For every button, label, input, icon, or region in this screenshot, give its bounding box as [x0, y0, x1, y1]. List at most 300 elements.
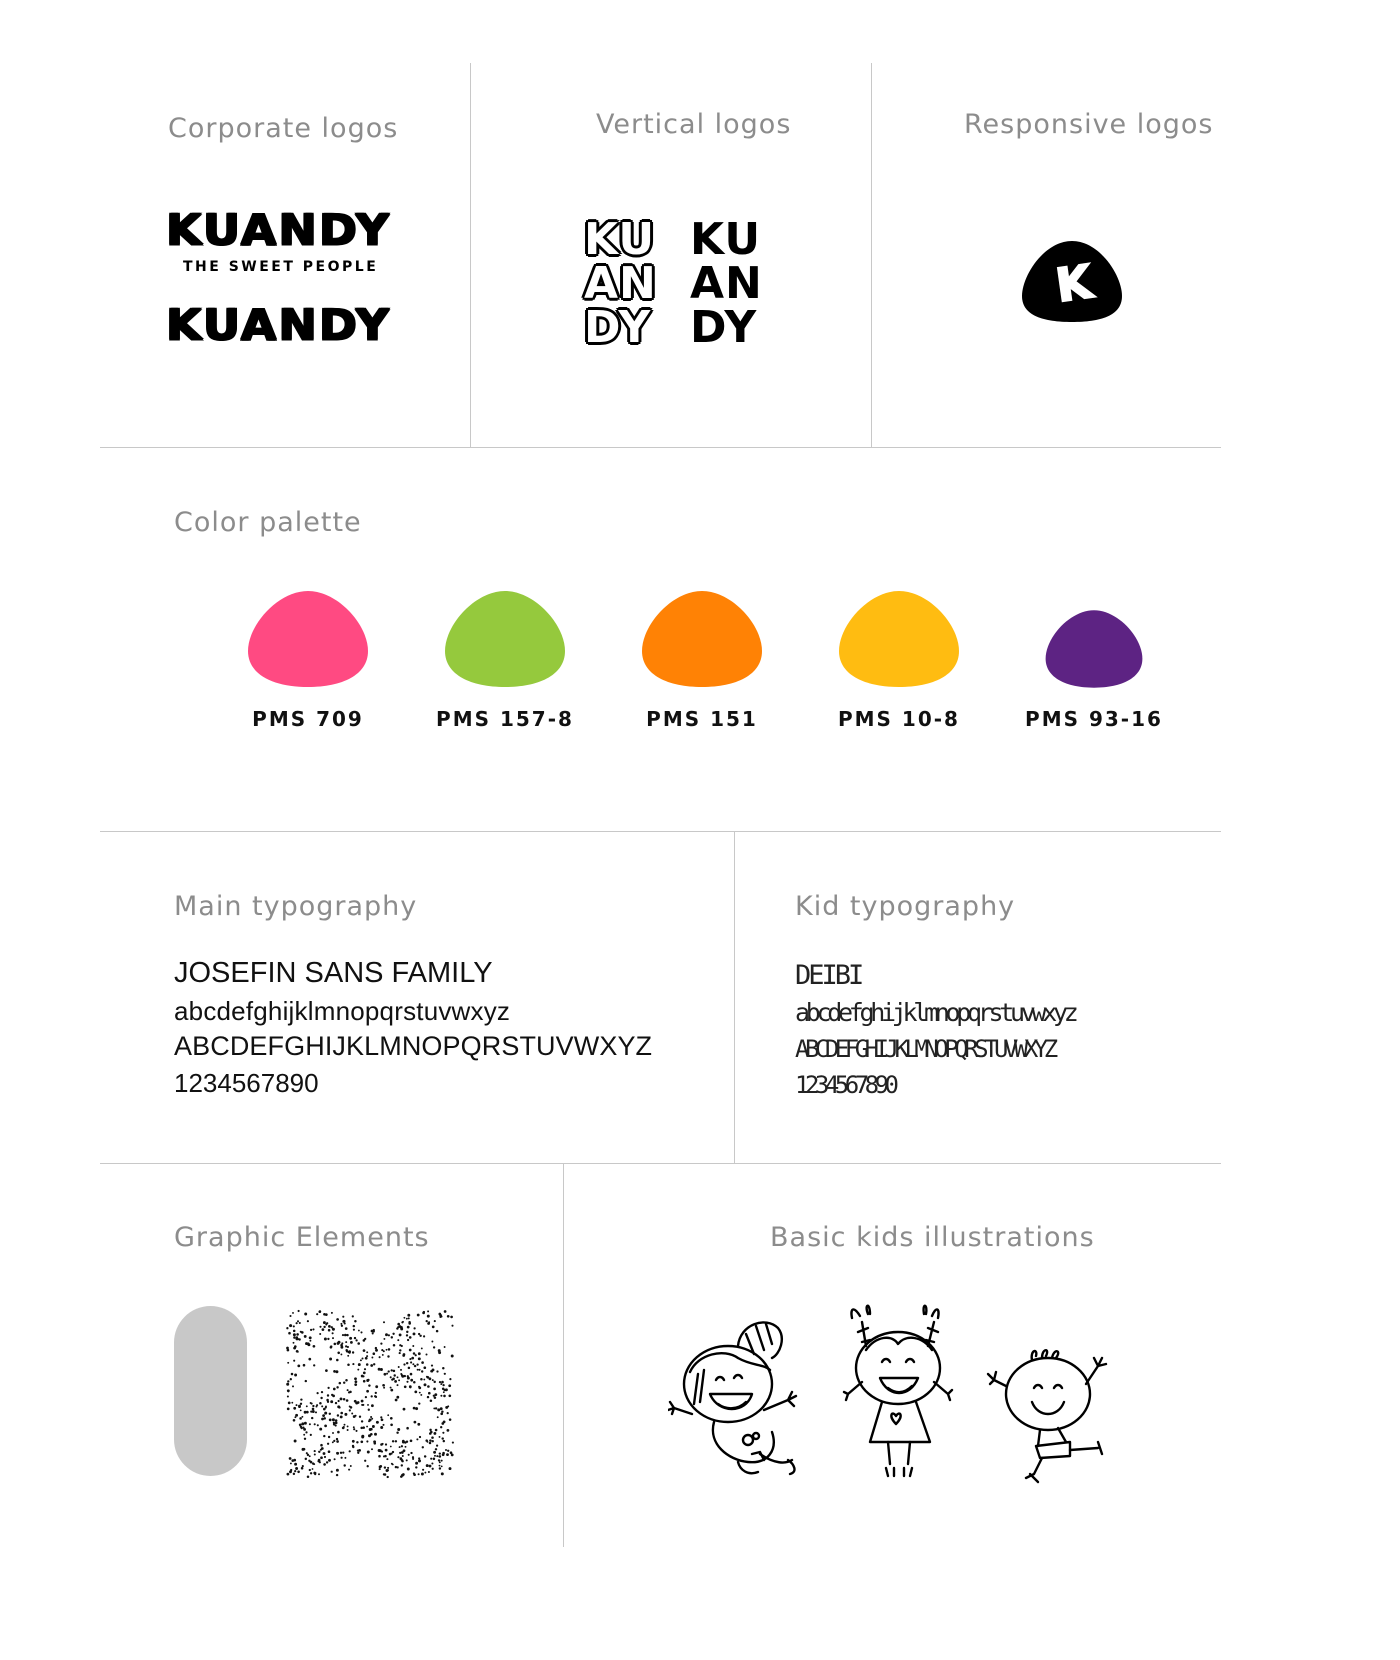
divider-typography-middle: [734, 832, 735, 1163]
pattern-dot: [320, 1397, 322, 1399]
pattern-dot: [397, 1376, 399, 1378]
pattern-dot: [289, 1457, 292, 1460]
pattern-dot: [406, 1427, 409, 1430]
pattern-dot: [393, 1344, 396, 1347]
pattern-dot: [452, 1442, 454, 1444]
pattern-dot: [289, 1315, 291, 1317]
pattern-dot: [325, 1323, 327, 1325]
pattern-dot: [328, 1329, 331, 1332]
pattern-dot: [361, 1404, 363, 1406]
pattern-dot: [406, 1362, 408, 1364]
pattern-dot: [378, 1455, 381, 1458]
pattern-dot: [319, 1402, 322, 1405]
pattern-dot: [412, 1363, 414, 1365]
pattern-dot: [333, 1440, 335, 1442]
pattern-dot: [439, 1467, 441, 1469]
pattern-dot: [317, 1424, 319, 1426]
pattern-dot: [380, 1443, 383, 1446]
pattern-dot: [408, 1367, 411, 1370]
pattern-dot: [328, 1450, 331, 1453]
pattern-dot: [428, 1392, 431, 1395]
pattern-dot: [294, 1463, 297, 1466]
pattern-dot: [403, 1449, 406, 1452]
vertical-logo-solid: [690, 214, 763, 353]
pattern-dot: [439, 1436, 441, 1438]
pattern-dot: [336, 1469, 339, 1472]
pattern-dot: [353, 1428, 355, 1430]
pattern-dot: [413, 1381, 416, 1384]
pattern-dot: [409, 1358, 411, 1360]
pattern-dot: [381, 1418, 384, 1421]
pattern-dot: [362, 1426, 365, 1429]
pattern-dot: [309, 1336, 312, 1339]
responsive-logos-title: Responsive logos: [964, 109, 1214, 140]
pattern-dot: [309, 1423, 311, 1425]
pattern-dot: [303, 1434, 305, 1436]
kid-illustration-girl-beanie: [668, 1314, 813, 1479]
pattern-dot: [333, 1388, 336, 1391]
pattern-dot: [352, 1445, 354, 1447]
swatch-4-blob: [837, 589, 961, 689]
pattern-dot: [383, 1338, 385, 1340]
pattern-dot: [392, 1333, 394, 1335]
pattern-dot: [431, 1341, 433, 1343]
pattern-dot: [443, 1391, 445, 1393]
pattern-dot: [361, 1357, 363, 1359]
pattern-dot: [418, 1459, 421, 1462]
pattern-dot: [410, 1361, 412, 1363]
pattern-dot: [440, 1383, 442, 1385]
pattern-dot: [287, 1395, 289, 1397]
pattern-dot: [426, 1354, 428, 1356]
pattern-dot: [399, 1333, 402, 1336]
pattern-dot: [327, 1387, 329, 1389]
pattern-dot: [415, 1462, 418, 1465]
pattern-dot: [296, 1322, 298, 1324]
pattern-dot: [427, 1315, 430, 1318]
pattern-dot: [334, 1343, 337, 1346]
vertical-logo-outline-line-1: KU: [584, 214, 656, 265]
pattern-dot: [394, 1380, 397, 1383]
pattern-dot: [298, 1405, 301, 1408]
pattern-dot: [355, 1430, 357, 1432]
pattern-dot: [302, 1465, 304, 1467]
pattern-dot: [287, 1408, 290, 1411]
pattern-dot: [440, 1395, 442, 1397]
pattern-dot: [324, 1412, 327, 1415]
pattern-dot: [287, 1389, 290, 1392]
pattern-dot: [367, 1465, 369, 1467]
kid-typography-uppercase: ABCDEFGHIJKLMNOPQRSTUVWXYZ: [795, 1035, 1054, 1063]
vertical-logo-outline: [584, 214, 657, 353]
pattern-dot: [401, 1464, 403, 1466]
pattern-dot: [372, 1425, 375, 1428]
pattern-dot: [291, 1402, 293, 1404]
pattern-dot: [293, 1336, 296, 1339]
pattern-dot: [346, 1334, 348, 1336]
pattern-dot: [386, 1469, 389, 1472]
pattern-dot: [400, 1373, 402, 1375]
pattern-dot: [300, 1398, 302, 1400]
pattern-dot: [401, 1445, 403, 1447]
kid-typography-family: DEIBI: [795, 960, 862, 991]
pattern-dot: [339, 1382, 342, 1385]
pattern-dot: [307, 1476, 310, 1479]
pattern-dot: [386, 1349, 388, 1351]
pattern-dot: [408, 1317, 410, 1319]
swatch-3-label: PMS 151: [646, 707, 758, 731]
pattern-dot: [418, 1357, 421, 1360]
pattern-dot: [355, 1402, 358, 1405]
pattern-dot: [385, 1443, 387, 1445]
pattern-dot: [370, 1433, 373, 1436]
pattern-dot: [398, 1379, 400, 1381]
pattern-dot: [318, 1451, 320, 1453]
pattern-dot: [342, 1427, 345, 1430]
pattern-dot: [330, 1400, 333, 1403]
pattern-dot: [374, 1433, 377, 1436]
pattern-dot: [410, 1452, 412, 1454]
pattern-dot: [366, 1390, 369, 1393]
pattern-dot: [348, 1391, 350, 1393]
pattern-dot: [315, 1472, 317, 1474]
pattern-dot: [441, 1381, 444, 1384]
pattern-dot: [411, 1357, 414, 1360]
pattern-dot: [289, 1470, 292, 1473]
pattern-dot: [397, 1456, 399, 1458]
pattern-dot: [436, 1445, 438, 1447]
pattern-dot: [397, 1428, 400, 1431]
divider-vertical-logos-right: [871, 63, 872, 448]
pattern-dot: [294, 1374, 297, 1377]
pattern-dot: [387, 1476, 389, 1478]
pattern-dot: [315, 1411, 317, 1413]
pattern-dot: [438, 1313, 441, 1316]
pattern-dot: [296, 1333, 299, 1336]
pattern-dot: [313, 1364, 315, 1366]
pattern-dot: [379, 1468, 381, 1470]
pattern-dot: [347, 1389, 349, 1391]
vertical-logos-title: Vertical logos: [596, 109, 792, 140]
pattern-dot: [321, 1405, 323, 1407]
pattern-dot: [293, 1325, 295, 1327]
vertical-logo-outline-line-2: AN: [584, 258, 657, 309]
swatch-4-shape: [839, 591, 959, 687]
pattern-dot: [371, 1395, 373, 1397]
pattern-dot: [306, 1405, 308, 1407]
pattern-dot: [418, 1369, 420, 1371]
pattern-dot: [451, 1325, 453, 1327]
pattern-dot: [385, 1333, 388, 1336]
pattern-dot: [313, 1345, 316, 1348]
pattern-dot: [335, 1402, 337, 1404]
pattern-dot: [372, 1332, 374, 1334]
pattern-dot: [414, 1365, 416, 1367]
pattern-dot: [440, 1426, 442, 1428]
pattern-dot: [401, 1460, 403, 1462]
pattern-dot: [320, 1444, 323, 1447]
pattern-dot: [338, 1400, 340, 1402]
pattern-dot: [385, 1449, 388, 1452]
main-typography-title: Main typography: [174, 891, 418, 922]
pattern-dot: [356, 1441, 358, 1443]
pattern-dot: [293, 1333, 296, 1336]
swatch-5-blob: [1044, 608, 1144, 690]
vertical-logo-solid-line-3: DY: [690, 302, 758, 353]
pattern-dot: [293, 1342, 295, 1344]
pattern-dot: [342, 1316, 344, 1318]
pattern-dot: [337, 1431, 340, 1434]
pattern-dot: [444, 1373, 446, 1375]
pattern-dot: [309, 1469, 311, 1471]
pattern-dot: [349, 1409, 351, 1411]
pattern-dot: [366, 1426, 368, 1428]
pattern-dot: [323, 1408, 326, 1411]
pattern-dot: [321, 1391, 323, 1393]
pattern-dot: [365, 1357, 368, 1360]
pattern-dot: [340, 1415, 343, 1418]
pattern-dot: [357, 1452, 359, 1454]
pattern-dot: [353, 1426, 355, 1428]
pattern-dot: [364, 1460, 366, 1462]
pattern-dot: [400, 1475, 403, 1478]
pattern-dot: [350, 1465, 352, 1467]
pattern-dot: [332, 1418, 335, 1421]
pattern-dot: [405, 1446, 407, 1448]
pattern-dot: [370, 1416, 372, 1418]
pattern-dot: [312, 1408, 315, 1411]
pattern-dot: [427, 1385, 430, 1388]
pattern-dot: [406, 1459, 408, 1461]
pattern-dot: [359, 1416, 361, 1418]
pattern-dot: [312, 1468, 314, 1470]
pattern-dot: [379, 1356, 381, 1358]
pattern-dot: [296, 1404, 298, 1406]
pattern-dot: [354, 1337, 356, 1339]
pattern-dot: [310, 1329, 312, 1331]
pattern-dot: [447, 1412, 449, 1414]
pattern-dot: [433, 1432, 436, 1435]
pattern-dot: [410, 1386, 412, 1388]
pattern-dot: [442, 1367, 444, 1369]
pattern-dot: [288, 1402, 291, 1405]
pattern-dot: [294, 1440, 297, 1443]
graphic-pill-shape: [174, 1306, 247, 1476]
pattern-dot: [307, 1320, 309, 1322]
pattern-dot: [349, 1450, 351, 1452]
pattern-dot: [418, 1386, 420, 1388]
pattern-dot: [415, 1354, 417, 1356]
pattern-dot: [438, 1455, 441, 1458]
pattern-dot: [342, 1451, 344, 1453]
pattern-dot: [419, 1436, 421, 1438]
pattern-dot: [368, 1409, 370, 1411]
corporate-wordmark: KUANDY: [166, 300, 392, 350]
pattern-dot: [340, 1397, 343, 1400]
pattern-dot: [358, 1449, 361, 1452]
pattern-dot: [414, 1421, 417, 1424]
pattern-dot: [427, 1310, 429, 1312]
pattern-dot: [326, 1461, 328, 1463]
pattern-dot: [293, 1330, 296, 1333]
pattern-dot: [331, 1394, 333, 1396]
main-typography-lowercase: abcdefghijklmnopqrstuvwxyz: [174, 996, 511, 1026]
pattern-dot: [293, 1473, 295, 1475]
pattern-dot: [361, 1375, 364, 1378]
pattern-dot: [393, 1370, 396, 1373]
pattern-dot: [318, 1310, 321, 1313]
pattern-dot: [329, 1419, 332, 1422]
pattern-dot: [406, 1318, 408, 1320]
pattern-dot: [287, 1380, 289, 1382]
pattern-dot: [422, 1446, 424, 1448]
pattern-dot: [332, 1432, 334, 1434]
pattern-dot: [383, 1387, 385, 1389]
pattern-dot: [376, 1421, 379, 1424]
pattern-dot: [443, 1395, 446, 1398]
pattern-dot: [424, 1472, 426, 1474]
pattern-dot: [421, 1347, 423, 1349]
pattern-dot: [336, 1452, 338, 1454]
pattern-dot: [430, 1399, 433, 1402]
pattern-dot: [341, 1325, 343, 1327]
pattern-dot: [438, 1351, 441, 1354]
pattern-dot: [344, 1334, 347, 1337]
pattern-dot: [396, 1396, 399, 1399]
pattern-dot: [402, 1473, 405, 1476]
pattern-dot: [407, 1375, 409, 1377]
pattern-dot: [373, 1440, 376, 1443]
pattern-dot: [337, 1352, 340, 1355]
pattern-dot: [312, 1405, 314, 1407]
pattern-dot: [441, 1465, 443, 1467]
pattern-dot: [436, 1455, 438, 1457]
pattern-dot: [395, 1466, 397, 1468]
pattern-dot: [437, 1408, 440, 1411]
pattern-dot: [432, 1326, 435, 1329]
pattern-dot: [444, 1389, 446, 1391]
pattern-dot: [431, 1440, 433, 1442]
pattern-dot: [407, 1468, 410, 1471]
divider-logos-bottom: [100, 447, 1221, 448]
pattern-dot: [381, 1349, 383, 1351]
pattern-dot: [337, 1414, 339, 1416]
pattern-dot: [348, 1469, 350, 1471]
pattern-dot: [434, 1455, 436, 1457]
pattern-dot: [390, 1423, 393, 1426]
pattern-dot: [289, 1324, 292, 1327]
pattern-dot: [366, 1440, 368, 1442]
pattern-dot: [308, 1358, 311, 1361]
pattern-dot: [413, 1473, 416, 1476]
pattern-dot: [303, 1448, 306, 1451]
pattern-dot: [451, 1454, 454, 1457]
pattern-dot: [388, 1334, 390, 1336]
pattern-dot: [431, 1462, 433, 1464]
pattern-dot: [436, 1330, 439, 1333]
pattern-dot: [407, 1326, 410, 1329]
pattern-dot: [415, 1407, 418, 1410]
pattern-dot: [327, 1338, 329, 1340]
pattern-dot: [407, 1339, 409, 1341]
pattern-dot: [318, 1473, 320, 1475]
kid-typography-title: Kid typography: [795, 891, 1016, 922]
pattern-dot: [419, 1392, 421, 1394]
pattern-dot: [413, 1407, 416, 1410]
pattern-dot: [361, 1420, 363, 1422]
pattern-dot: [345, 1327, 348, 1330]
pattern-dot: [350, 1341, 353, 1344]
pattern-dot: [349, 1337, 352, 1340]
pattern-dot: [295, 1414, 298, 1417]
pattern-dot: [371, 1404, 374, 1407]
pattern-dot: [306, 1411, 309, 1414]
pattern-dot: [375, 1392, 377, 1394]
pattern-dot: [332, 1337, 334, 1339]
pattern-dot: [367, 1379, 369, 1381]
pattern-dot: [347, 1363, 350, 1366]
pattern-dot: [343, 1381, 345, 1383]
pattern-dot: [357, 1369, 359, 1371]
pattern-dot: [431, 1365, 433, 1367]
pattern-dot: [371, 1448, 373, 1450]
pattern-dot: [404, 1375, 406, 1377]
pattern-dot: [334, 1458, 336, 1460]
pattern-dot: [291, 1459, 294, 1462]
vertical-logo-outline-line-3: DY: [584, 302, 652, 353]
swatch-5-shape: [1046, 610, 1143, 687]
pattern-dot: [324, 1338, 327, 1341]
pattern-dot: [397, 1384, 399, 1386]
pattern-dot: [315, 1405, 317, 1407]
pattern-dot: [391, 1369, 393, 1371]
pattern-dot: [367, 1451, 370, 1454]
pattern-dot: [340, 1452, 342, 1454]
pattern-dot: [318, 1459, 321, 1462]
pattern-dot: [332, 1332, 334, 1334]
pattern-dot: [300, 1409, 302, 1411]
pattern-dot: [352, 1315, 354, 1317]
pattern-dot: [344, 1413, 347, 1416]
pattern-dot: [327, 1401, 329, 1403]
pattern-dot: [433, 1451, 436, 1454]
pattern-dot: [418, 1402, 420, 1404]
pattern-dot: [393, 1374, 395, 1376]
pattern-dot: [323, 1452, 326, 1455]
pattern-dot: [412, 1458, 414, 1460]
pattern-dot: [352, 1351, 354, 1353]
pattern-dot: [436, 1370, 438, 1372]
pattern-dot: [380, 1426, 383, 1429]
pattern-dot: [384, 1373, 387, 1376]
pattern-dot: [406, 1331, 408, 1333]
pattern-dot: [399, 1352, 401, 1354]
pattern-dot: [341, 1457, 343, 1459]
pattern-dot: [439, 1465, 441, 1467]
pattern-dot: [373, 1363, 375, 1365]
pattern-dot: [426, 1320, 428, 1322]
pattern-dot: [361, 1435, 364, 1438]
pattern-dot: [423, 1366, 426, 1369]
pattern-dot: [325, 1313, 328, 1316]
pattern-dot: [297, 1351, 299, 1353]
pattern-dot: [328, 1325, 331, 1328]
pattern-dot: [451, 1355, 454, 1358]
pattern-dot: [424, 1383, 427, 1386]
pattern-dot: [395, 1440, 397, 1442]
pattern-dot: [403, 1317, 405, 1319]
pattern-dot: [317, 1392, 319, 1394]
